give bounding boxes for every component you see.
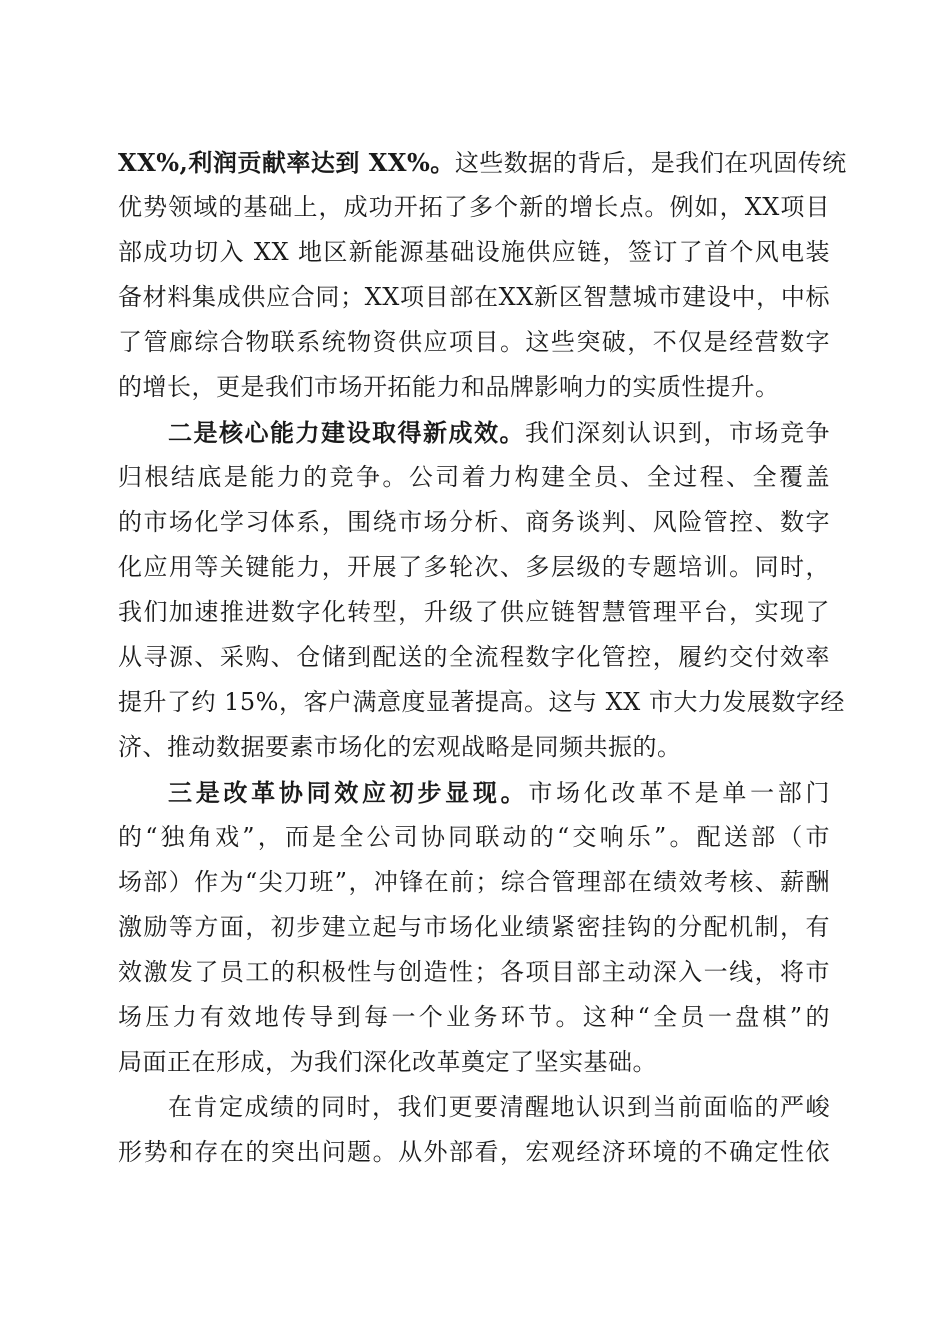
text-line: 场部）作为“尖刀班”，冲锋在前；综合管理部在绩效考核、薪酬 <box>118 868 830 896</box>
text-line: 部成功切入 XX 地区新能源基础设施供应链，签订了首个风电装 <box>118 238 830 266</box>
text-line: 在肯定成绩的同时，我们更要清醒地认识到当前面临的严峻 <box>168 1093 830 1121</box>
paragraph <box>118 1085 830 1175</box>
text-line <box>118 410 830 455</box>
bold-run: 二是核心能力建设取得新成效。 <box>168 418 525 447</box>
document-page <box>118 140 847 1175</box>
text-line: 备材料集成供应合同；XX项目部在XX新区智慧城市建设中，中标 <box>118 283 830 311</box>
paragraph <box>118 770 830 1085</box>
text-line: 我们加速推进数字化转型，升级了供应链智慧管理平台，实现了 <box>118 598 830 626</box>
text-line: 优势领域的基础上，成功开拓了多个新的增长点。例如，XX项目 <box>118 193 830 221</box>
text-line: 提升了约 15%，客户满意度显著提高。这与 XX 市大力发展数字经 <box>118 688 845 716</box>
text-line: 场压力有效地传导到每一个业务环节。这种“全员一盘棋”的 <box>118 1003 830 1031</box>
text-line: 形势和存在的突出问题。从外部看，宏观经济环境的不确定性依 <box>118 1138 830 1166</box>
text-run: 市场化改革不是单一部门 <box>528 779 831 807</box>
text-line: 化应用等关键能力，开展了多轮次、多层级的专题培训。同时， <box>118 553 830 581</box>
text-line: 从寻源、采购、仓储到配送的全流程数字化管控，履约交付效率 <box>118 643 830 671</box>
text-line: 了管廊综合物联系统物资供应项目。这些突破，不仅是经营数字 <box>118 328 830 356</box>
text-line: 局面正在形成，为我们深化改革奠定了坚实基础。 <box>118 1048 657 1076</box>
text-line: 的增长，更是我们市场开拓能力和品牌影响力的实质性提升。 <box>118 373 780 401</box>
text-line: 的市场化学习体系，围绕市场分析、商务谈判、风险管控、数字 <box>118 508 830 536</box>
text-line: 激励等方面，初步建立起与市场化业绩紧密挂钩的分配机制，有 <box>118 913 830 941</box>
text-line: 归根结底是能力的竞争。公司着力构建全员、全过程、全覆盖 <box>118 463 830 491</box>
text-line <box>118 140 847 185</box>
paragraph <box>118 140 847 410</box>
text-line: 济、推动数据要素市场化的宏观战略是同频共振的。 <box>118 733 682 761</box>
paragraph <box>118 410 845 770</box>
text-line <box>118 770 830 815</box>
bold-run: 三是改革协同效应初步显现。 <box>168 778 529 807</box>
text-run: 我们深刻认识到，市场竞争 <box>525 419 830 447</box>
bold-run: XX%,利润贡献率达到 XX%。 <box>118 148 455 177</box>
text-run: 这些数据的背后，是我们在巩固传统 <box>454 149 847 177</box>
text-line: 效激发了员工的积极性与创造性；各项目部主动深入一线，将市 <box>118 958 830 986</box>
text-line: 的“独角戏”，而是全公司协同联动的“交响乐”。配送部（市 <box>118 823 830 851</box>
